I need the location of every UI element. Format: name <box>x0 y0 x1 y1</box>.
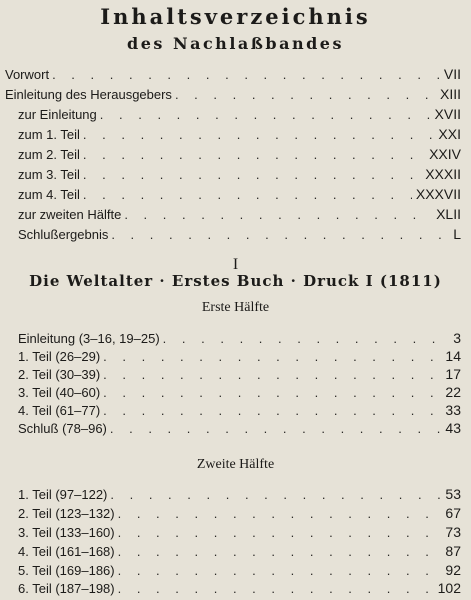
toc-entry-introduction <box>18 328 461 348</box>
toc-entry-foreword <box>5 64 461 84</box>
toc-entry-on-part-3 <box>18 164 461 184</box>
entry-label: Vorwort <box>5 67 50 82</box>
toc-entry-second-half-part-5 <box>18 560 461 580</box>
section-number: I <box>232 256 239 273</box>
entry-label: zur Einleitung <box>18 107 97 122</box>
toc-title: Inhaltsverzeichnis <box>100 4 371 29</box>
entry-page: 92 <box>445 562 461 578</box>
toc-entry-on-second-half <box>18 204 461 224</box>
dot-leader <box>83 185 412 205</box>
entry-label: zum 1. Teil <box>18 127 80 142</box>
entry-page: 73 <box>445 524 461 540</box>
toc-entry-editor-introduction <box>5 84 461 104</box>
dot-leader <box>83 165 421 185</box>
entry-label: 3. Teil (40–60) <box>18 385 101 400</box>
entry-label: Einleitung des Herausgebers <box>5 87 172 102</box>
entry-page: 22 <box>445 384 461 400</box>
toc-entry-final-result <box>18 224 461 244</box>
entry-label: 1. Teil (97–122) <box>18 487 108 502</box>
toc-entry-conclusion <box>18 418 461 438</box>
dot-leader <box>110 419 442 439</box>
entry-page: 17 <box>445 366 461 382</box>
toc-entry-on-introduction <box>18 104 461 124</box>
dot-leader <box>111 225 449 245</box>
toc-entry-on-part-4 <box>18 184 461 204</box>
entry-page: L <box>453 226 461 242</box>
entry-label: Schluß (78–96) <box>18 421 107 436</box>
second-half-title: Zweite Hälfte <box>196 457 275 472</box>
toc-entry-first-half-part-1 <box>18 346 461 366</box>
entry-label: 4. Teil (61–77) <box>18 403 101 418</box>
toc-entry-second-half-part-6 <box>18 578 461 598</box>
dot-leader <box>118 523 442 543</box>
entry-page: XXI <box>438 126 461 142</box>
entry-label: Einleitung (3–16, 19–25) <box>18 331 160 346</box>
entry-label: zum 2. Teil <box>18 147 80 162</box>
toc-entry-second-half-part-2 <box>18 503 461 523</box>
entry-page: XVII <box>434 106 461 122</box>
dot-leader <box>118 504 442 524</box>
toc-entry-on-part-2 <box>18 144 461 164</box>
dot-leader <box>100 105 431 125</box>
section-title: Die Weltalter · Erstes Buch · Druck I (1811) <box>29 272 442 290</box>
dot-leader <box>83 145 425 165</box>
entry-page: 33 <box>445 402 461 418</box>
entry-label: 3. Teil (133–160) <box>18 525 115 540</box>
dot-leader <box>52 65 440 85</box>
toc-entry-second-half-part-4 <box>18 541 461 561</box>
entry-page: 87 <box>445 543 461 559</box>
toc-subtitle: des Nachlaßbandes <box>127 34 344 53</box>
entry-label: zum 3. Teil <box>18 167 80 182</box>
dot-leader <box>83 125 435 145</box>
dot-leader <box>110 485 441 505</box>
entry-page: 3 <box>453 330 461 346</box>
entry-page: 67 <box>445 505 461 521</box>
entry-page: 53 <box>445 486 461 502</box>
entry-label: 4. Teil (161–168) <box>18 544 115 559</box>
entry-page: 14 <box>445 348 461 364</box>
first-half-title: Erste Hälfte <box>201 300 270 315</box>
entry-page: XXXVII <box>415 186 461 202</box>
toc-entry-second-half-part-1 <box>18 484 461 504</box>
entry-label: 2. Teil (30–39) <box>18 367 101 382</box>
dot-leader <box>124 205 432 225</box>
entry-page: XIII <box>439 86 461 102</box>
entry-page: VII <box>443 66 461 82</box>
dot-leader <box>118 542 442 562</box>
entry-page: XXIV <box>429 146 461 162</box>
entry-label: 2. Teil (123–132) <box>18 506 115 521</box>
entry-page: XXXII <box>425 166 461 182</box>
toc-entry-first-half-part-3 <box>18 382 461 402</box>
entry-label: zur zweiten Hälfte <box>18 207 122 222</box>
toc-entry-second-half-part-3 <box>18 522 461 542</box>
entry-page: XLII <box>436 206 461 222</box>
entry-label: 1. Teil (26–29) <box>18 349 101 364</box>
entry-label: 6. Teil (187–198) <box>18 581 115 596</box>
dot-leader <box>175 85 436 105</box>
entry-label: Schlußergebnis <box>18 227 109 242</box>
toc-entry-on-part-1 <box>18 124 461 144</box>
toc-entry-first-half-part-4 <box>18 400 461 420</box>
entry-page: 102 <box>437 580 461 596</box>
entry-label: 5. Teil (169–186) <box>18 563 115 578</box>
toc-entry-first-half-part-2 <box>18 364 461 384</box>
entry-page: 43 <box>445 420 461 436</box>
entry-label: zum 4. Teil <box>18 187 80 202</box>
dot-leader <box>118 579 434 599</box>
